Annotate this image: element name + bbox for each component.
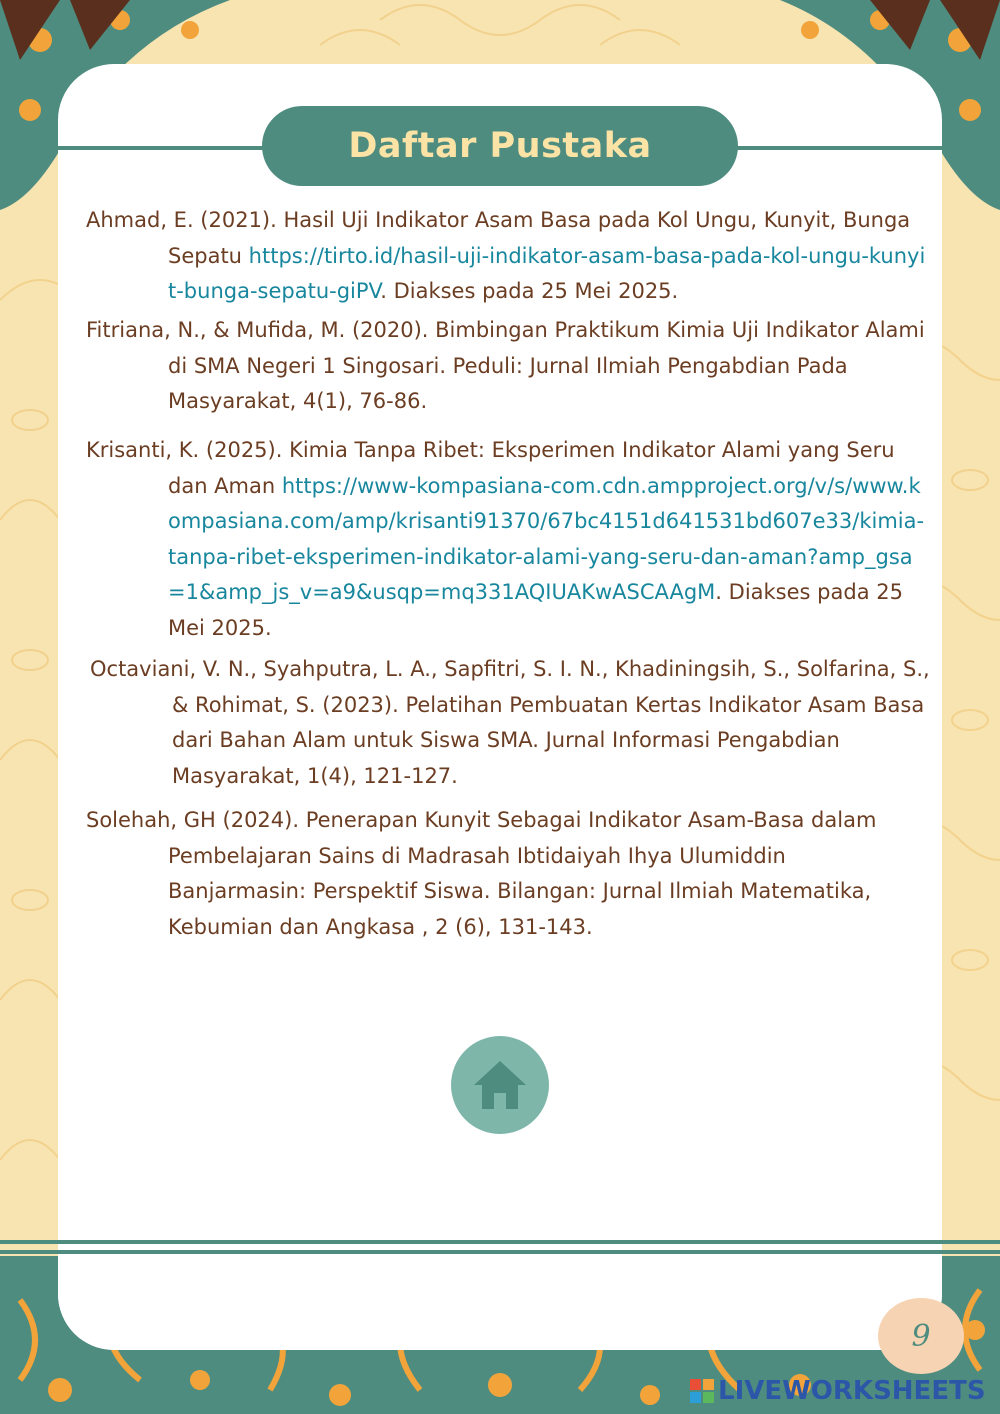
page-title: Daftar Pustaka xyxy=(348,126,652,166)
home-icon xyxy=(472,1059,528,1111)
page-title-banner xyxy=(262,106,738,186)
reference-text: Ahmad, E. (2021). Hasil Uji Indikator Asam Basa pada Kol Ungu, Kunyit, Bunga Sepatu xyxy=(86,208,911,268)
reference-item xyxy=(90,652,930,794)
reference-text: . Diakses pada 25 Mei 2025. xyxy=(168,580,903,640)
reference-item xyxy=(86,433,926,646)
home-button[interactable] xyxy=(451,1036,549,1134)
reference-text: Fitriana, N., & Mufida, M. (2020). Bimbingan Praktikum Kimia Uji Indikator Alami di SMA Negeri 1 Singosari. Peduli: Jurnal Ilmiah Pengabdian Pada Masyarakat, 4(1), 76-86. xyxy=(86,318,925,413)
reference-item xyxy=(86,313,926,420)
reference-text: Krisanti, K. (2025). Kimia Tanpa Ribet: Eksperimen Indikator Alami yang Seru dan Aman xyxy=(86,438,895,498)
reference-text: Solehah, GH (2024). Penerapan Kunyit Sebagai Indikator Asam-Basa dalam Pembelajaran Sains di Madrasah Ibtidaiyah Ihya Ulumiddin Banjarmasin: Perspektif Siswa. Bilangan: Jurnal Ilmiah Matematika, Kebumian dan Angkasa , 2 (6), 131-143. xyxy=(86,808,877,939)
footer-rule-bottom xyxy=(0,1250,1000,1254)
watermark-text: LIVEWORKSHEETS xyxy=(718,1376,986,1406)
reference-item xyxy=(86,803,926,945)
liveworksheets-watermark xyxy=(690,1376,986,1406)
page-number xyxy=(878,1298,964,1374)
card-bottom-cover xyxy=(58,1256,942,1350)
reference-item xyxy=(86,203,926,310)
reference-link[interactable]: https://www-kompasiana-com.cdn.ampproject.org/v/s/www.kompasiana.com/amp/krisanti91370/67bc4151d641531bd607e33/kimia-tanpa-ribet-eksperimen-indikator-alami-yang-seru-dan-aman?amp_gsa=1&amp_js_v=a9&usqp=mq331AQIUAKwASCAAgM xyxy=(168,473,925,604)
footer-rule-top xyxy=(0,1240,1000,1244)
page-number-text: 9 xyxy=(911,1318,931,1354)
reference-text: . Diakses pada 25 Mei 2025. xyxy=(380,279,679,303)
liveworksheets-logo-icon xyxy=(690,1379,714,1403)
reference-link[interactable]: https://tirto.id/hasil-uji-indikator-asam-basa-pada-kol-ungu-kunyit-bunga-sepatu-giPV xyxy=(168,243,926,303)
reference-text: Octaviani, V. N., Syahputra, L. A., Sapfitri, S. I. N., Khadiningsih, S., Solfarina, S., & Rohimat, S. (2023). Pelatihan Pembuatan Kertas Indikator Asam Basa dari Bahan Alam untuk Siswa SMA. Jurnal Informasi Pengabdian Masyarakat, 1(4), 121-127. xyxy=(90,657,930,788)
